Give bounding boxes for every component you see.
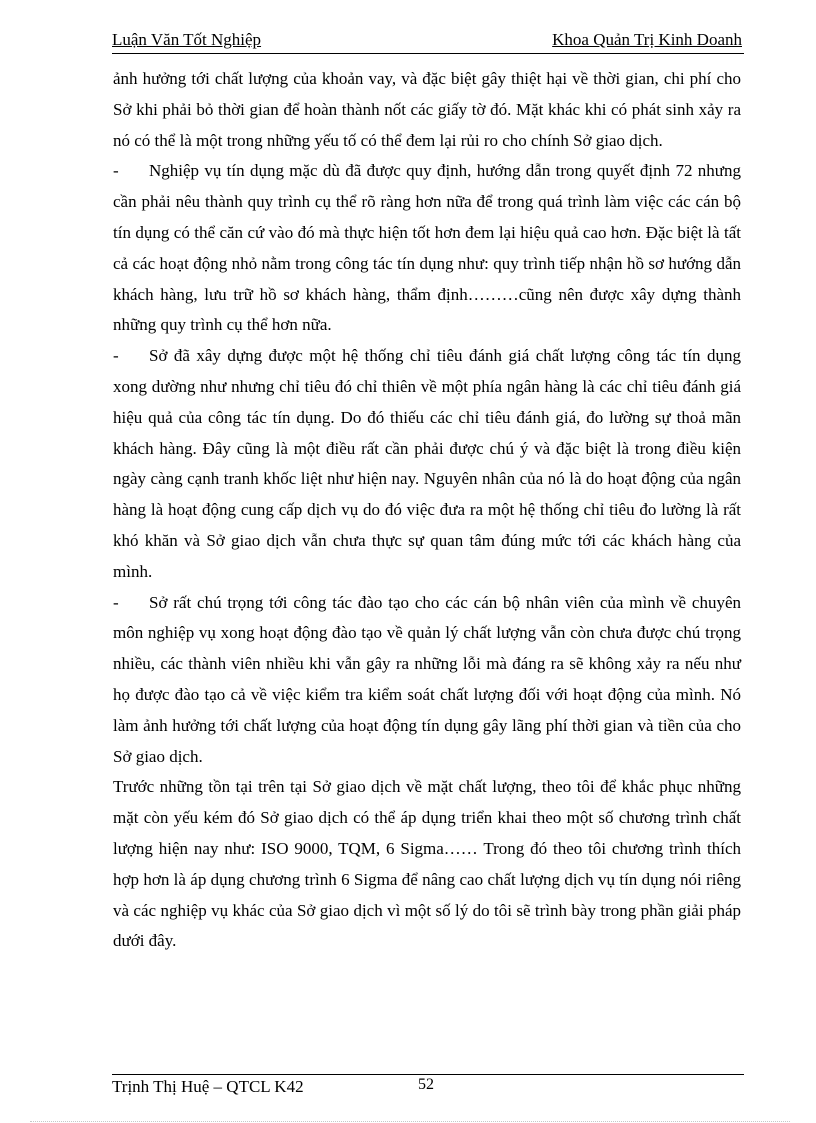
bullet-text: Nghiệp vụ tín dụng mặc dù đã được quy định, hướng dẫn trong quyết định 72 nhưng cần phải nêu thành quy trình cụ thể rõ ràng hơn nữa để trong quá trình làm việc các cán bộ tín dụng có thể căn cứ vào đó mà thực hiện tốt hơn đem lại hiệu quả cao hơn. Đặc biệt là tất cả các hoạt động nhỏ nằm trong công tác tín dụng như: quy trình tiếp nhận hồ sơ hướng dẫn khách hàng, lưu trữ hồ sơ khách hàng, thẩm định………cũng nên được xây dựng thành những quy trình cụ thể hơn nữa.: [113, 161, 741, 335]
body-text: [113, 64, 741, 957]
page-footer: [112, 1076, 744, 1100]
header-thesis-title: Luận Văn Tốt Nghiệp: [112, 30, 262, 49]
page-number: 52: [418, 1076, 434, 1093]
bullet-marker: -: [113, 592, 119, 612]
bullet-text: Sở rất chú trọng tới công tác đào tạo cho các cán bộ nhân viên của mình về chuyên môn nghiệp vụ xong hoạt động đào tạo về quản lý chất lượng vẫn còn chưa được chú trọng nhiều, các thành viên nhiều khi vẫn gây ra những lỗi mà đáng ra sẽ không xảy ra nếu như họ được đào tạo cả về việc kiểm tra kiểm soát chất lượng đối với hoạt động của mình. Nó làm ảnh hưởng tới chất lượng của hoạt động tín dụng gây lãng phí thời gian và tiền của cho Sở giao dịch.: [113, 592, 741, 766]
page-bottom-dotted-line: [30, 1121, 790, 1122]
bullet-text: Sở đã xây dựng được một hệ thống chỉ tiêu đánh giá chất lượng công tác tín dụng xong dường như nhưng chỉ tiêu đó chỉ thiên về một phía ngân hàng là các chỉ tiêu đánh giá hiệu quả của công tác tín dụng. Do đó thiếu các chỉ tiêu đánh giá, đo lường sự thoả mãn khách hàng. Đây cũng là một điều rất cần phải được chú ý và đặc biệt là trong điều kiện ngày càng cạnh tranh khốc liệt như hiện nay. Nguyên nhân của nó là do hoạt động của ngân hàng là hoạt động cung cấp dịch vụ do đó việc đưa ra một hệ thống chỉ tiêu đo lường là rất khó khăn và Sở giao dịch vẫn chưa thực sự quan tâm đúng mức tới các khách hàng của mình.: [113, 346, 741, 581]
paragraph-conclusion: Trước những tồn tại trên tại Sở giao dịch về mặt chất lượng, theo tôi để khắc phục những mặt còn yếu kém đó Sở giao dịch có thể áp dụng triển khai theo một số chương trình chất lượng hiện nay như: ISO 9000, TQM, 6 Sigma…… Trong đó theo tôi chương trình thích hợp hơn là áp dụng chương trình 6 Sigma để nâng cao chất lượng dịch vụ tín dụng nói riêng và các nghiệp vụ khác của Sở giao dịch vì một số lý do tôi sẽ trình bày trong phần giải pháp dưới đây.: [113, 777, 741, 951]
bullet-marker: -: [113, 346, 119, 366]
header-faculty-name: Khoa Quản Trị Kinh Doanh: [552, 30, 742, 49]
bullet-paragraph: [113, 588, 741, 773]
header-divider: [112, 53, 744, 54]
page-header: [112, 28, 742, 52]
bullet-paragraph: [113, 341, 741, 587]
bullet-marker: -: [113, 161, 119, 181]
bullet-paragraph: [113, 156, 741, 341]
footer-author: Trịnh Thị Huệ – QTCL K42: [112, 1077, 304, 1096]
paragraph-intro: ảnh hưởng tới chất lượng của khoản vay, và đặc biệt gây thiệt hại về thời gian, chi phí cho Sở khi phải bỏ thời gian để hoàn thành nốt các giấy tờ đó. Mặt khác khi có phát sinh xảy ra nó có thể là một trong những yếu tố có thể đem lại rủi ro cho chính Sở giao dịch.: [113, 69, 741, 150]
